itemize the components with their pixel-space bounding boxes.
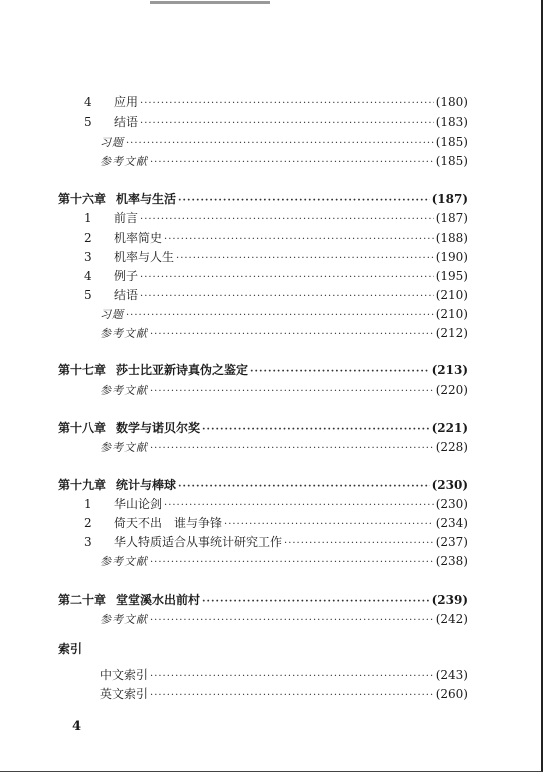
dot-leader <box>140 114 434 134</box>
toc-entry-number: 5 <box>84 288 92 302</box>
toc-entry[interactable] <box>58 323 468 343</box>
index-heading: 索引 <box>58 642 83 656</box>
scan-header-strip <box>0 0 543 7</box>
toc-entry-page: (187) <box>431 192 468 206</box>
toc-entry-page: (188) <box>435 231 468 245</box>
toc-entry-page: (212) <box>435 326 468 340</box>
dot-leader <box>140 94 434 114</box>
toc-entry-page: (239) <box>431 593 468 607</box>
toc-entry-page: (213) <box>431 363 468 377</box>
toc-entry-title: 参考文献 <box>100 155 148 168</box>
toc-entry-title: 莎士比亚新诗真伪之鉴定 <box>116 363 249 377</box>
toc-entry-page: (242) <box>435 612 468 626</box>
toc-entry[interactable] <box>58 532 468 552</box>
toc-entry-title: 参考文献 <box>100 327 148 340</box>
toc-entry-number: 第二十章 <box>58 593 107 607</box>
toc-entry[interactable] <box>58 494 468 514</box>
toc-entry-title: 前言 <box>114 211 139 225</box>
header-rule <box>150 1 270 4</box>
toc-entry-number: 2 <box>84 231 92 245</box>
toc-entry-title: 机率与生活 <box>116 192 177 206</box>
toc-entry[interactable] <box>58 151 468 171</box>
toc-entry[interactable] <box>58 228 468 248</box>
toc-entry-page: (238) <box>435 554 468 568</box>
toc-entry-number: 2 <box>84 516 92 530</box>
toc-entry-number: 1 <box>84 211 92 225</box>
toc-entry-page: (190) <box>435 250 468 264</box>
toc-entry[interactable] <box>58 304 468 324</box>
index-entry[interactable] <box>58 684 468 704</box>
toc-entry-title: 结语 <box>114 288 139 302</box>
toc-entry[interactable] <box>58 475 468 495</box>
toc-entry[interactable] <box>58 266 468 286</box>
toc-entry-page: (230) <box>431 478 468 492</box>
toc-entry-number: 3 <box>84 535 92 549</box>
index-entry-title: 英文索引 <box>100 687 149 701</box>
toc-entry-title: 习题 <box>100 136 124 149</box>
toc-entry-page: (180) <box>435 95 468 109</box>
toc-entry-page: (237) <box>435 535 468 549</box>
toc-entry-page: (230) <box>435 497 468 511</box>
toc-entry[interactable] <box>58 418 468 438</box>
toc-entry-title: 机率与人生 <box>114 250 175 264</box>
toc-entry-title: 机率简史 <box>114 231 163 245</box>
dot-leader <box>150 553 434 573</box>
toc-entry[interactable] <box>58 609 468 629</box>
dot-leader <box>250 362 430 382</box>
toc-entry-page: (187) <box>435 211 468 225</box>
toc-entry-title: 倚天不出 谁与争锋 <box>114 516 223 530</box>
toc-entry-number: 第十九章 <box>58 478 107 492</box>
toc-entry-page: (210) <box>435 288 468 302</box>
dot-leader <box>150 686 434 706</box>
dot-leader <box>150 439 434 459</box>
dot-leader <box>140 210 434 230</box>
index-entry-page: (260) <box>435 687 468 701</box>
toc-entry-title: 华山论剑 <box>114 497 163 511</box>
toc-entry-number: 1 <box>84 497 92 511</box>
toc-entry[interactable] <box>58 92 468 112</box>
toc-entry-title: 参考文献 <box>100 555 148 568</box>
toc-entry[interactable] <box>58 112 468 132</box>
toc-entry[interactable] <box>58 132 468 152</box>
toc-entry-number: 4 <box>84 95 92 109</box>
toc-entry-title: 例子 <box>114 269 139 283</box>
toc-entry-page: (220) <box>435 383 468 397</box>
page-number: 4 <box>72 719 82 734</box>
toc-entry-title: 参考文献 <box>100 613 148 626</box>
toc-entry-title: 参考文献 <box>100 441 148 454</box>
toc-entry[interactable] <box>58 590 468 610</box>
toc-entry[interactable] <box>58 513 468 533</box>
toc-entry-number: 5 <box>84 115 92 129</box>
toc-entry-page: (221) <box>431 421 468 435</box>
toc-entry-page: (234) <box>435 516 468 530</box>
toc-entry-title: 应用 <box>114 95 139 109</box>
toc-entry-title: 习题 <box>100 308 124 321</box>
dot-leader <box>150 325 434 345</box>
toc-entry-title: 堂堂溪水出前村 <box>116 593 201 607</box>
toc-entry[interactable] <box>58 437 468 457</box>
toc-entry-title: 统计与棒球 <box>116 478 177 492</box>
toc-entry-page: (228) <box>435 440 468 454</box>
toc-entry-title: 结语 <box>114 115 139 129</box>
toc-entry-number: 第十八章 <box>58 421 107 435</box>
dot-leader <box>150 382 434 402</box>
dot-leader <box>150 611 434 631</box>
toc-entry[interactable] <box>58 551 468 571</box>
dot-leader <box>150 153 434 173</box>
toc-entry-page: (185) <box>435 135 468 149</box>
toc-entry[interactable] <box>58 285 468 305</box>
index-entry-title: 中文索引 <box>100 668 149 682</box>
toc-entry[interactable] <box>58 247 468 267</box>
toc-entry-page: (185) <box>435 154 468 168</box>
toc-entry-number: 3 <box>84 250 92 264</box>
toc-entry-number: 第十六章 <box>58 192 107 206</box>
index-entry[interactable] <box>58 665 468 685</box>
toc-entry-title: 数学与诺贝尔奖 <box>116 421 201 435</box>
toc-entry[interactable] <box>58 189 468 209</box>
toc-entry[interactable] <box>58 208 468 228</box>
toc-entry-number: 4 <box>84 269 92 283</box>
toc-entry-page: (210) <box>435 307 468 321</box>
toc-entry-title: 华人特质适合从事统计研究工作 <box>114 535 283 549</box>
toc-entry[interactable] <box>58 360 468 380</box>
toc-entry-number: 第十七章 <box>58 363 107 377</box>
toc-entry[interactable] <box>58 380 468 400</box>
toc-entry-title: 参考文献 <box>100 384 148 397</box>
toc-entry-page: (183) <box>435 115 468 129</box>
index-entry-page: (243) <box>435 668 468 682</box>
toc-entry-page: (195) <box>435 269 468 283</box>
